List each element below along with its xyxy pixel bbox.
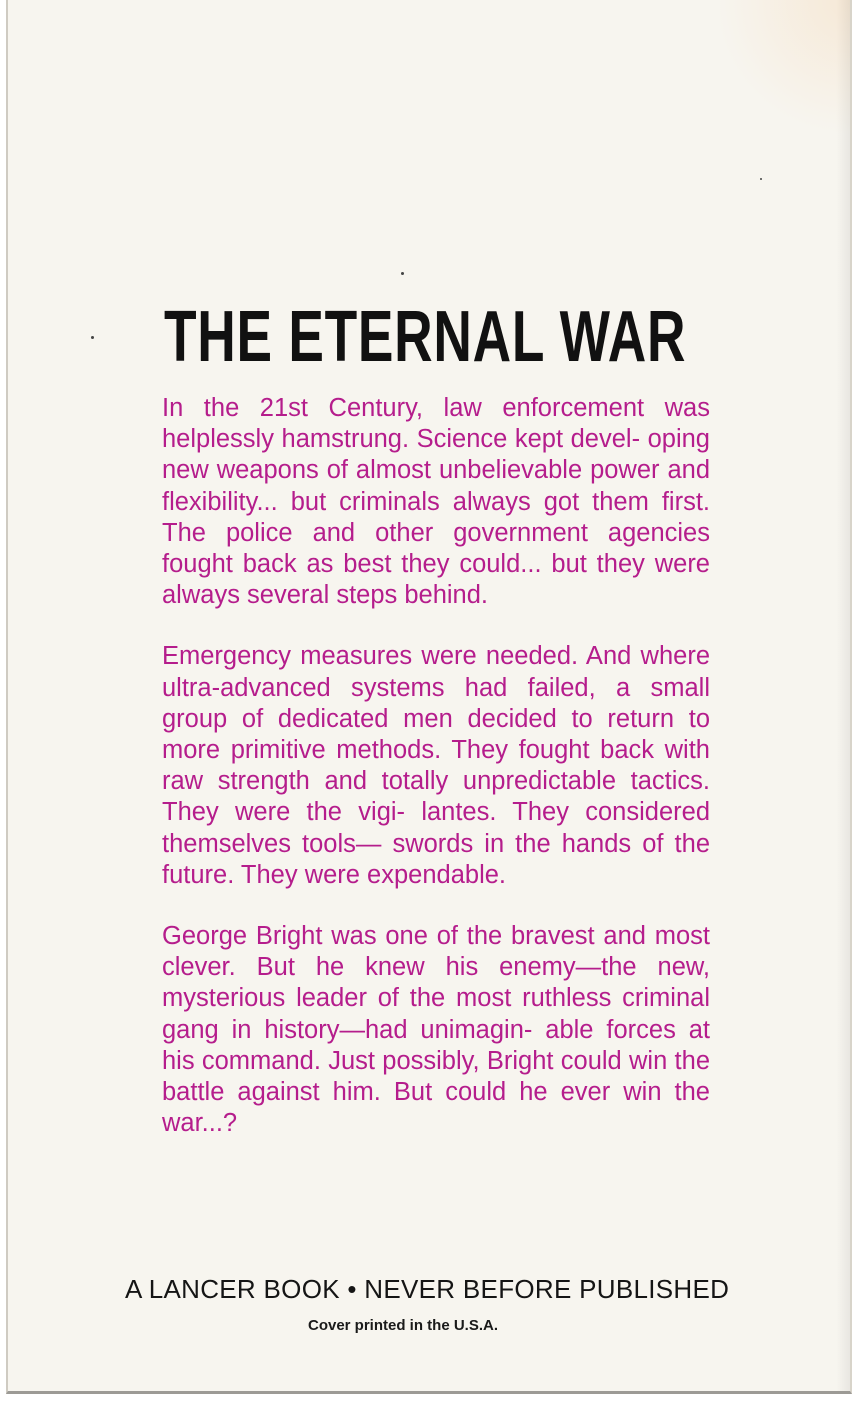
paper-speck [760,178,762,180]
printed-in-note: Cover printed in the U.S.A. [308,1317,499,1334]
paper-speck [91,336,94,339]
blurb-paragraph-1: In the 21st Century, law enforcement was helplessly hamstrung. Science kept devel- oping new weapons of almost unbelievable power and flexibility... but criminals always got them first. The police and other government agencies fought back as best they could... but they were always several steps behind. [162,394,710,610]
paper-discoloration [720,0,850,140]
publisher-line: A LANCER BOOK • NEVER BEFORE PUBLISHED [125,1274,730,1304]
blurb-text [162,393,710,1169]
cover-edge-shadow [836,0,850,1391]
blurb-paragraph-2: Emergency measures were needed. And where ultra-advanced systems had failed, a small group of dedicated men decided to return to more primitive methods. They fought back with raw strength and totally unpredictable tactics. They were the vigi- lantes. They considered themselves tools— swords in the hands of the future. They were expendable. [162,642,710,889]
paper-speck [401,272,404,275]
book-title: THE ETERNAL WAR [164,297,687,377]
book-back-cover [6,0,852,1394]
blurb-paragraph-3: George Bright was one of the bravest and most clever. But he knew his enemy—the new, mysterious leader of the most ruthless criminal gang in history—had unimagin- able forces at his command. Just possibly, Bright could win the battle against him. But could he ever win the war...? [162,922,710,1138]
